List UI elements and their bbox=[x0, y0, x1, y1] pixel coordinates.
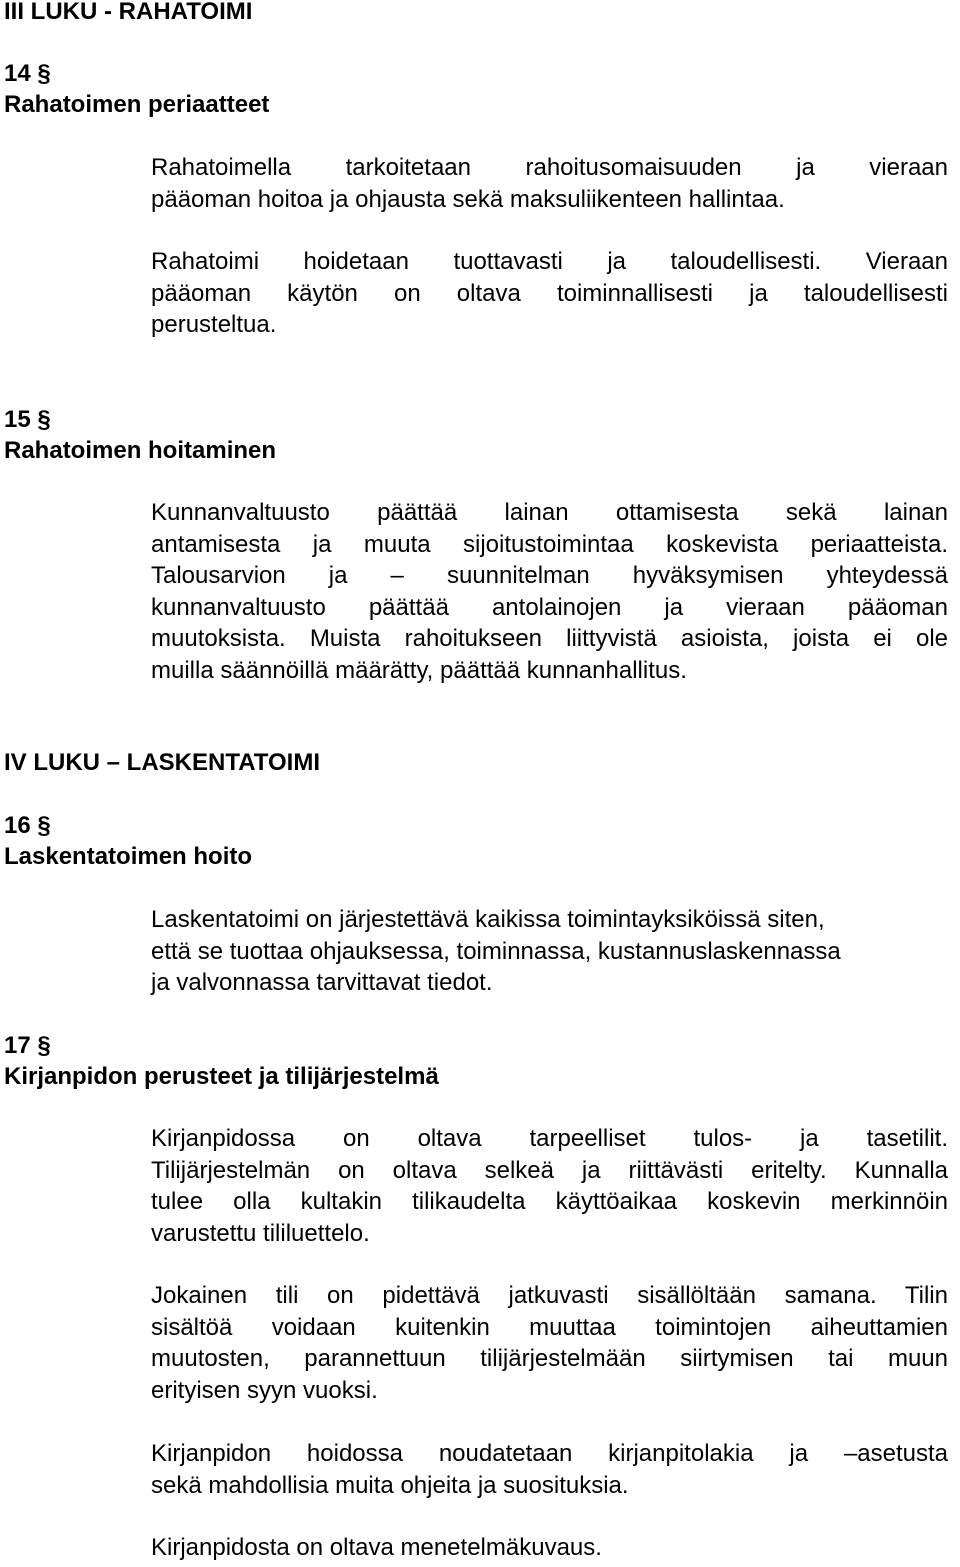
text-line: Tilijärjestelmän on oltava selkeä ja riittävästi eritelty. Kunnalla bbox=[151, 1156, 948, 1184]
text-line: sekä mahdollisia muita ohjeita ja suosituksia. bbox=[151, 1471, 629, 1499]
text-line: kunnanvaltuusto päättää antolainojen ja vieraan pääoman bbox=[151, 593, 948, 621]
text-line: pääoman hoitoa ja ohjausta sekä maksuliikenteen hallintaa. bbox=[151, 185, 785, 213]
section-15-heading bbox=[4, 404, 276, 466]
section-16-heading bbox=[4, 810, 252, 872]
text-line: muilla säännöillä määrätty, päättää kunnanhallitus. bbox=[151, 656, 687, 684]
text-line: perusteltua. bbox=[151, 311, 277, 338]
text-line: Jokainen tili on pidettävä jatkuvasti sisällöltään samana. Tilin bbox=[151, 1282, 948, 1309]
chapter-4-heading: IV LUKU – LASKENTATOIMI bbox=[4, 749, 321, 776]
text-line: muutoksista. Muista rahoitukseen liittyvistä asioista, joista ei ole bbox=[151, 625, 948, 652]
text-line: pääoman käytön on oltava toiminnallisesti ja taloudellisesti bbox=[151, 279, 948, 307]
chapter-3-heading: III LUKU - RAHATOIMI bbox=[4, 0, 253, 25]
section-16-title: Laskentatoimen hoito bbox=[4, 843, 253, 870]
section-15-number: 15 § bbox=[4, 406, 51, 433]
section-14-heading bbox=[4, 58, 269, 120]
text-line: ja valvonnassa tarvittavat tiedot. bbox=[151, 969, 493, 996]
text-line: Kunnanvaltuusto päättää lainan ottamisesta sekä lainan bbox=[151, 499, 948, 526]
section-17-paragraph-2 bbox=[151, 1280, 948, 1406]
text-line: varustettu tililuettelo. bbox=[151, 1219, 370, 1247]
text-line: Laskentatoimi on järjestettävä kaikissa toimintayksiköissä siten, bbox=[151, 906, 825, 933]
section-17-paragraph-3 bbox=[151, 1438, 948, 1501]
text-line: Rahatoimella tarkoitetaan rahoitusomaisuuden ja vieraan bbox=[151, 154, 948, 181]
section-16-paragraph-1 bbox=[151, 904, 936, 999]
section-17-paragraph-1 bbox=[151, 1123, 948, 1249]
section-17-heading bbox=[4, 1030, 439, 1092]
section-17-paragraph-4 bbox=[151, 1532, 948, 1564]
text-line: Kirjanpidosta on oltava menetelmäkuvaus. bbox=[151, 1534, 602, 1561]
text-line: Kirjanpidon hoidossa noudatetaan kirjanpitolakia ja –asetusta bbox=[151, 1440, 948, 1467]
section-15-title: Rahatoimen hoitaminen bbox=[4, 437, 277, 464]
text-line: muutosten, parannettuun tilijärjestelmään siirtymisen tai muun bbox=[151, 1345, 948, 1372]
section-14-paragraph-1 bbox=[151, 152, 948, 215]
section-14-title: Rahatoimen periaatteet bbox=[4, 91, 270, 118]
text-line: Talousarvion ja – suunnitelman hyväksymisen yhteydessä bbox=[151, 562, 948, 589]
text-line: sisältöä voidaan kuitenkin muuttaa toimintojen aiheuttamien bbox=[151, 1313, 948, 1341]
section-17-title: Kirjanpidon perusteet ja tilijärjestelmä bbox=[4, 1063, 439, 1090]
section-16-number: 16 § bbox=[4, 812, 51, 839]
section-17-number: 17 § bbox=[4, 1032, 51, 1059]
text-line: Rahatoimi hoidetaan tuottavasti ja taloudellisesti. Vieraan bbox=[151, 248, 948, 275]
section-15-paragraph-1 bbox=[151, 497, 948, 686]
text-line: Kirjanpidossa on oltava tarpeelliset tulos- ja tasetilit. bbox=[151, 1125, 948, 1152]
text-line: erityisen syyn vuoksi. bbox=[151, 1376, 378, 1404]
section-14-paragraph-2 bbox=[151, 246, 948, 341]
section-14-number: 14 § bbox=[4, 60, 51, 87]
text-line: että se tuottaa ohjauksessa, toiminnassa, kustannuslaskennassa bbox=[151, 937, 841, 965]
text-line: tulee olla kultakin tilikaudelta käyttöaikaa koskevin merkinnöin bbox=[151, 1188, 948, 1215]
text-line: antamisesta ja muuta sijoitustoimintaa koskevista periaatteista. bbox=[151, 530, 948, 558]
